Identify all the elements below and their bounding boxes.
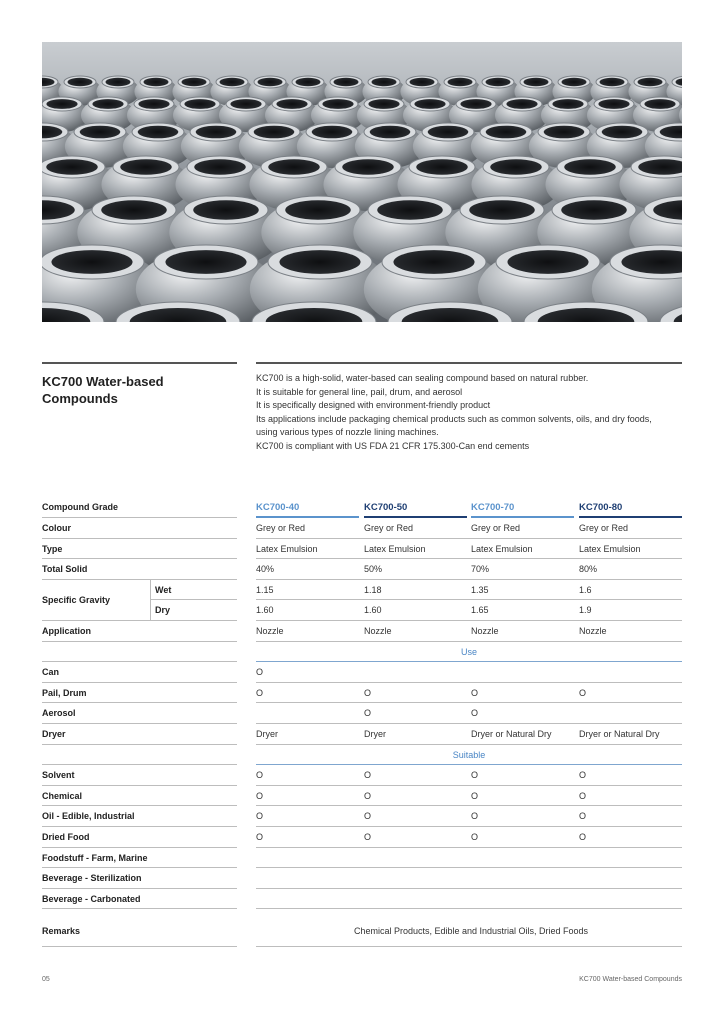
row-label: Colour [42, 523, 71, 533]
row-divider [42, 785, 237, 786]
can-opening [46, 99, 77, 109]
table-cell: 1.18 [364, 584, 382, 595]
row-divider [42, 682, 237, 683]
can-opening [490, 159, 541, 174]
table-cell: O [256, 811, 264, 822]
table-cell: O [471, 811, 479, 822]
description-line: It is specifically designed with environment-friendly product [256, 400, 491, 411]
can-opening [638, 78, 663, 86]
can-opening [106, 78, 131, 86]
row-label: Application [42, 626, 91, 636]
table-cell: O [579, 770, 587, 781]
row-label: Oil - Edible, Industrial [42, 811, 135, 822]
row-divider [42, 723, 237, 724]
row-label: Total Solid [42, 564, 88, 575]
row-divider [256, 641, 682, 642]
row-divider [42, 620, 237, 621]
row-divider [42, 805, 237, 806]
row-divider [42, 826, 237, 827]
subrow-divider [150, 579, 151, 620]
can-opening [552, 99, 583, 109]
can-opening [368, 99, 399, 109]
table-cell: Nozzle [579, 626, 607, 636]
table-cell: Latex Emulsion [579, 543, 641, 554]
can-opening [193, 200, 259, 220]
remarks-rule-left [42, 946, 237, 947]
table-cell: Nozzle [471, 626, 499, 636]
table-cell: O [256, 832, 264, 842]
grade-header-kc700-50: KC700-50 [364, 502, 408, 513]
row-divider [256, 579, 682, 580]
table-cell: O [471, 687, 479, 698]
row-divider [42, 764, 237, 765]
row-divider [256, 888, 682, 889]
grade-header-kc700-80: KC700-80 [579, 502, 623, 513]
row-sublabel-wet: Wet [155, 584, 172, 595]
table-cell: Grey or Red [579, 523, 629, 533]
table-cell: Latex Emulsion [364, 543, 426, 554]
row-divider [42, 558, 237, 559]
can-opening [120, 159, 171, 174]
can-opening [469, 200, 535, 220]
can-opening [414, 99, 445, 109]
grade-header-underline [579, 516, 682, 518]
table-cell: O [579, 790, 587, 801]
aerosol-cans-illustration [42, 42, 682, 322]
can-opening [230, 99, 261, 109]
can-opening [416, 159, 467, 174]
can-opening [138, 126, 179, 139]
can-opening [460, 99, 491, 109]
table-cell: Dryer [364, 729, 386, 739]
can-opening [68, 78, 93, 86]
description-line: using various types of nozzle lining machines. [256, 427, 439, 438]
remarks-rule-right [256, 946, 682, 947]
row-divider [42, 579, 237, 580]
table-cell: O [579, 687, 587, 698]
row-divider [256, 826, 682, 827]
can-opening [342, 159, 393, 174]
row-label: Pail, Drum [42, 687, 87, 698]
row-label: Chemical [42, 790, 83, 801]
row-sublabel-dry: Dry [155, 605, 171, 616]
description-line: It is suitable for general line, pail, drum, and aerosol [256, 386, 463, 397]
row-label: Dryer [42, 729, 66, 739]
grade-header-kc700-40: KC700-40 [256, 502, 300, 513]
can-opening [312, 126, 353, 139]
can-opening [92, 99, 123, 109]
can-opening [602, 126, 643, 139]
table-cell: Dryer [256, 729, 278, 739]
table-cell: 1.60 [364, 605, 382, 616]
row-divider [256, 620, 682, 621]
page-number: 05 [42, 976, 50, 983]
table-cell: O [256, 790, 264, 801]
table-cell: O [256, 770, 264, 781]
can-opening [46, 159, 97, 174]
table-cell: O [579, 811, 587, 822]
can-opening [184, 99, 215, 109]
row-divider [42, 908, 237, 909]
can-opening [486, 78, 511, 86]
can-opening [544, 126, 585, 139]
row-divider [42, 517, 237, 518]
can-opening [644, 99, 675, 109]
table-cell: 40% [256, 564, 275, 575]
row-label: Type [42, 543, 63, 554]
band-label-suitable: Suitable [452, 749, 486, 760]
row-divider [256, 538, 682, 539]
grade-header-underline [256, 516, 359, 518]
can-opening [562, 78, 587, 86]
can-opening [334, 78, 359, 86]
table-cell: Grey or Red [471, 523, 521, 533]
can-opening [600, 78, 625, 86]
can-opening [279, 250, 360, 274]
can-opening [138, 99, 169, 109]
table-cell: O [471, 832, 479, 842]
table-cell: 80% [579, 564, 598, 575]
section-title-line-2: Compounds [42, 391, 118, 406]
table-cell: O [471, 790, 479, 801]
can-opening [80, 126, 121, 139]
band-rule [256, 764, 682, 765]
can-opening [268, 159, 319, 174]
table-cell: 50% [364, 564, 383, 575]
row-divider [42, 702, 237, 703]
can-opening [506, 99, 537, 109]
row-divider [256, 785, 682, 786]
table-cell: O [579, 832, 587, 842]
can-opening [285, 200, 351, 220]
row-label: Beverage - Sterilization [42, 873, 142, 884]
band-rule [256, 661, 682, 662]
row-divider [150, 599, 237, 600]
can-opening [564, 159, 615, 174]
table-cell: Grey or Red [256, 523, 306, 533]
table-cell: Nozzle [364, 626, 392, 636]
row-label: Solvent [42, 770, 75, 781]
table-cell: O [364, 687, 372, 698]
row-label: Beverage - Carbonated [42, 893, 141, 904]
row-label: Dried Food [42, 832, 90, 842]
can-opening [296, 78, 321, 86]
row-divider [42, 538, 237, 539]
can-opening [370, 126, 411, 139]
description-line: Its applications include packaging chemical products such as common solvents, oils, and dry foods, [256, 413, 652, 424]
section-divider-left [42, 362, 237, 364]
row-divider [256, 805, 682, 806]
table-cell: Dryer or Natural Dry [579, 729, 660, 739]
table-cell: O [471, 708, 479, 719]
can-opening [410, 78, 435, 86]
grade-header-underline [471, 516, 574, 518]
can-opening [561, 200, 627, 220]
table-cell: Latex Emulsion [256, 543, 318, 554]
description-line: KC700 is a high-solid, water-based can sealing compound based on natural rubber. [256, 373, 589, 383]
description-line: KC700 is compliant with US FDA 21 CFR 175.300-Can end cements [256, 440, 530, 451]
can-opening [448, 78, 473, 86]
can-opening [393, 250, 474, 274]
hero-photo-aerosol-cans [42, 42, 682, 322]
row-divider [256, 908, 682, 909]
compound-grade-label: Compound Grade [42, 502, 118, 512]
table-cell: Nozzle [256, 626, 284, 636]
section-title [42, 373, 222, 407]
row-label: Aerosol [42, 708, 76, 719]
can-opening [220, 78, 245, 86]
can-opening [101, 200, 167, 220]
can-opening [598, 99, 629, 109]
can-opening [322, 99, 353, 109]
row-divider [256, 867, 682, 868]
row-divider [256, 702, 682, 703]
row-label: Specific Gravity [42, 595, 111, 606]
table-cell: 1.60 [256, 605, 274, 616]
table-cell: Latex Emulsion [471, 543, 533, 554]
can-opening [182, 78, 207, 86]
row-label: Foodstuff - Farm, Marine [42, 852, 148, 863]
table-cell: 1.35 [471, 584, 489, 595]
can-opening [51, 250, 132, 274]
table-cell: Grey or Red [364, 523, 414, 533]
can-opening [165, 250, 246, 274]
table-cell: 1.9 [579, 605, 592, 616]
table-cell: O [364, 790, 372, 801]
remarks-value: Chemical Products, Edible and Industrial Oils, Dried Foods [353, 926, 589, 937]
row-divider [256, 744, 682, 745]
row-label: Can [42, 667, 60, 678]
grade-header-kc700-70: KC700-70 [471, 502, 515, 513]
table-cell: 1.6 [579, 584, 592, 595]
can-opening [194, 159, 245, 174]
row-divider [256, 723, 682, 724]
row-divider [256, 847, 682, 848]
band-label-use: Use [460, 646, 477, 657]
can-opening [276, 99, 307, 109]
row-divider [256, 599, 682, 600]
remarks-label: Remarks [42, 926, 81, 937]
can-opening [507, 250, 588, 274]
row-divider [256, 682, 682, 683]
table-cell: Dryer or Natural Dry [471, 729, 552, 739]
table-cell: O [364, 770, 372, 781]
can-opening [377, 200, 443, 220]
table-cell: 70% [471, 564, 490, 575]
can-opening [258, 78, 283, 86]
table-cell: O [364, 832, 372, 842]
row-divider [42, 641, 237, 642]
row-divider [42, 744, 237, 745]
can-opening [524, 78, 549, 86]
table-cell: O [364, 811, 372, 822]
row-divider [42, 661, 237, 662]
table-cell: O [256, 667, 264, 678]
can-opening [144, 78, 169, 86]
row-divider [256, 558, 682, 559]
section-description [256, 372, 684, 454]
section-title-line-1: KC700 Water-based [42, 374, 164, 389]
grade-header-underline [364, 516, 467, 518]
table-cell: O [256, 687, 264, 698]
can-opening [372, 78, 397, 86]
row-divider [42, 867, 237, 868]
can-opening [196, 126, 237, 139]
row-divider [42, 888, 237, 889]
can-opening [254, 126, 295, 139]
table-cell: O [364, 708, 372, 719]
table-cell: O [471, 770, 479, 781]
table-cell: 1.65 [471, 605, 489, 616]
can-opening [486, 126, 527, 139]
table-cell: 1.15 [256, 584, 274, 595]
row-divider [42, 847, 237, 848]
footer-section-name: KC700 Water-based Compounds [579, 976, 682, 983]
can-opening [428, 126, 469, 139]
section-divider-right [256, 362, 682, 364]
